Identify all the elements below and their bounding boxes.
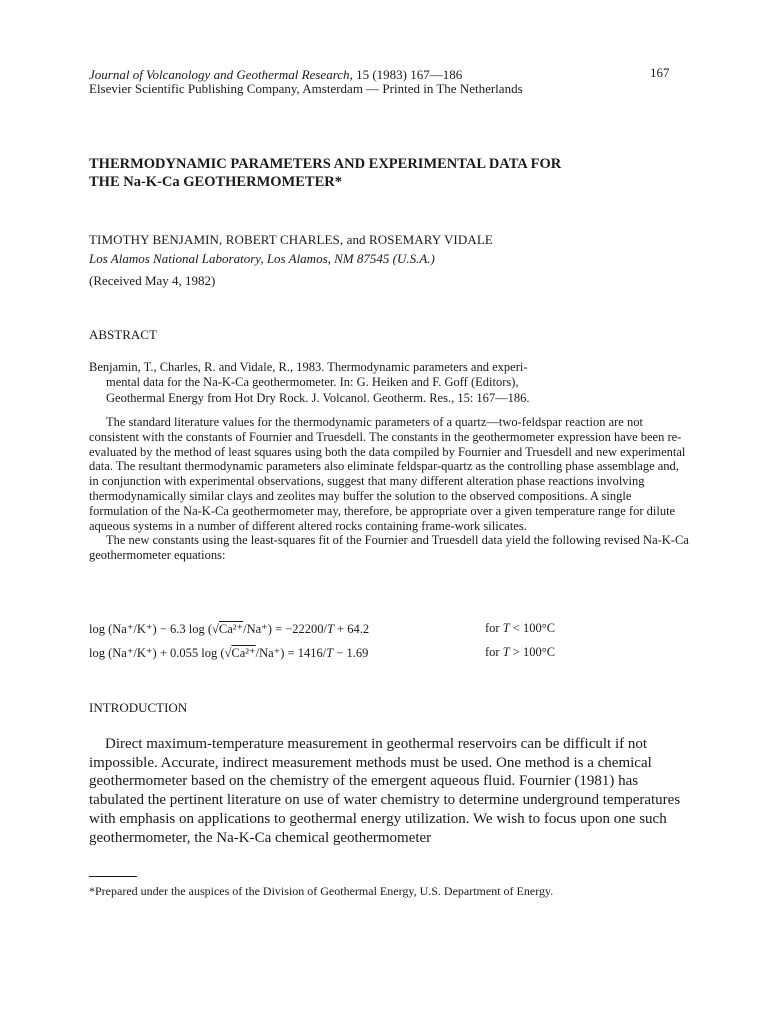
citation-line-1: Benjamin, T., Charles, R. and Vidale, R., 1983. Thermodynamic parameters and experi- [89,360,528,374]
equation-1-left: log (Na⁺/K⁺) − 6.3 log (√ [89,622,219,636]
footnote: *Prepared under the auspices of the Division of Geothermal Energy, U.S. Department of Energy. [89,884,554,898]
equation-1-condition-prefix: for [485,621,503,635]
affiliation: Los Alamos National Laboratory, Los Alamos, NM 87545 (U.S.A.) [89,251,435,266]
abstract-heading: ABSTRACT [89,327,157,342]
equation-1-radicand: Ca²⁺ [218,622,244,636]
authors: TIMOTHY BENJAMIN, ROBERT CHARLES, and ROSEMARY VIDALE [89,232,493,247]
introduction-paragraph-1: Direct maximum-temperature measurement in geothermal reservoirs can be difficult if not impossible. Accurate, indirect measurement methods must be used. One method is a chemical geothermometer based on the chemistry of the emergent aqueous fluid. Fournier (1981) has tabulated the pertinent literature on use of water chemistry to determine underground temperatures with emphasis on applications to geothermal energy utilization. We wish to focus upon one such geothermometer, the Na-K-Ca chemical geothermometer [89,736,681,846]
equation-1-condition [485,621,555,636]
equation-1-condition-range: < 100°C [509,621,556,635]
equation-2-condition-variable: T [502,645,510,659]
abstract-paragraph-2: The new constants using the least-squares fit of the Fournier and Truesdell data yield the following revised Na-K-Ca geothermometer equations: [89,533,689,563]
citation-line-2: mental data for the Na-K-Ca geothermometer. In: G. Heiken and F. Goff (Editors), [106,375,519,390]
introduction-body [89,735,689,847]
paper-title-line-1: THERMODYNAMIC PARAMETERS AND EXPERIMENTAL DATA FOR [89,156,562,172]
received-date: (Received May 4, 1982) [89,273,216,288]
journal-reference: , 15 (1983) 167—186 [349,67,463,82]
equation-2-right: /Na⁺) = 1416/ [255,646,327,660]
equation-1 [89,621,369,637]
paper-title [89,155,689,191]
abstract-body [89,415,689,563]
equation-1-right: /Na⁺) = −22200/ [243,622,327,636]
publisher-line: Elsevier Scientific Publishing Company, Amsterdam — Printed in The Netherlands [89,81,523,96]
journal-name: Journal of Volcanology and Geothermal Research [89,67,350,82]
equation-2-left: log (Na⁺/K⁺) + 0.055 log (√ [89,646,232,660]
equation-1-variable: T [327,622,334,636]
equation-1-constant: + 64.2 [333,622,370,636]
equation-2-condition [485,645,555,660]
abstract-paragraph-1: The standard literature values for the thermodynamic parameters of a quartz—two-feldspar reaction are not consistent with the constants of Fournier and Truesdell. The constants in the geothermometer expression have been re-evaluated by the method of least squares using both the data compiled by Fournier and Truesdell and new experimental data. The resultant thermodynamic parameters also eliminate feldspar-quartz as the controlling phase assemblage and, in conjunction with experimental observations, suggest that many different alteration phase reactions involving thermodynamically similar clays and zeolites may buffer the solution to the observed compositions. A single formulation of the Na-K-Ca geothermometer may, therefore, be appropriate over a given temperature range for dilute aqueous systems in a number of different altered rocks containing frame-work silicates. [89,415,686,533]
citation-line-3: Geothermal Energy from Hot Dry Rock. J. Volcanol. Geotherm. Res., 15: 167—186. [106,390,530,405]
equation-2-condition-prefix: for [485,645,503,659]
equation-2-constant: − 1.69 [333,646,369,660]
abstract-citation [89,360,679,406]
equation-1-condition-variable: T [502,621,510,635]
introduction-heading: INTRODUCTION [89,700,188,715]
footnote-divider [89,876,137,877]
page-number: 167 [650,65,670,80]
equation-2-radicand: Ca²⁺ [231,646,256,660]
equation-2-variable: T [326,646,334,660]
paper-title-line-2: THE Na-K-Ca GEOTHERMOMETER* [89,174,342,190]
equation-2-condition-range: > 100°C [509,645,556,659]
equation-2 [89,645,368,661]
